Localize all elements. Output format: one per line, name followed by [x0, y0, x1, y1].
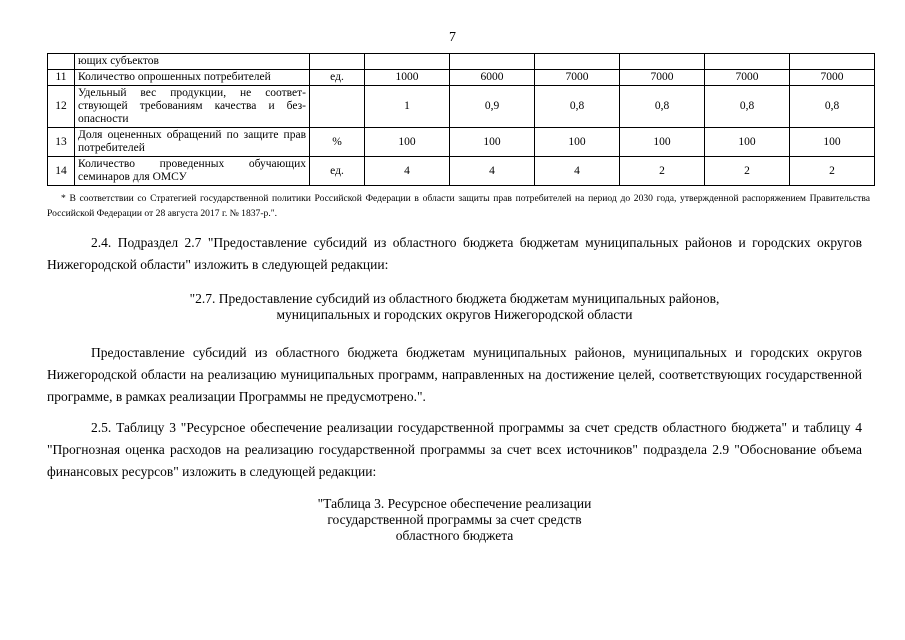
table-row: [48, 86, 875, 128]
value-cell: 0,9: [450, 86, 535, 128]
value-cell: 100: [705, 128, 790, 157]
row-number-cell: [48, 54, 75, 70]
value-cell: 7000: [620, 70, 705, 86]
value-cell: 0,8: [705, 86, 790, 128]
table-row: [48, 128, 875, 157]
value-cell: 0,8: [620, 86, 705, 128]
paragraph-2-4: 2.4. Подраздел 2.7 "Предоставление субсидий из областного бюджета бюджетам муниципальных районов и городских округов Нижегородской области" изложить в следующей редакции:: [47, 235, 862, 272]
table-row: [48, 54, 875, 70]
value-cell: 7000: [535, 70, 620, 86]
table-3-title-line3: областного бюджета: [395, 528, 514, 543]
unit-cell: ед.: [310, 70, 365, 86]
value-cell: 4: [450, 157, 535, 186]
indicators-table: [47, 53, 875, 186]
indicator-name-cell: Удельный вес продукции, не соответ-ствующей требованиям качества и без-опасности: [75, 86, 310, 128]
value-cell: [620, 54, 705, 70]
paragraph-2-5: 2.5. Таблицу 3 "Ресурсное обеспечение реализации государственной программы за счет средств областного бюджета" и таблицу 4 "Прогнозная оценка расходов на реализацию государственной программы за счет всех источников" подраздела 2.9 "Обоснование объема финансовых ресурсов" изложить в следующей редакции:: [47, 420, 862, 479]
unit-cell: ед.: [310, 157, 365, 186]
unit-cell: [310, 86, 365, 128]
paragraph-2-7-body: Предоставление субсидий из областного бюджета бюджетам муниципальных районов, муниципальных и городских округов Нижегородской области на реализацию муниципальных программ, направленных на достижение целей, соответствующих государственной программе, в рамках реализации Программы не предусмотрено.".: [47, 345, 862, 404]
value-cell: 6000: [450, 70, 535, 86]
table-row: [48, 157, 875, 186]
value-cell: [450, 54, 535, 70]
table-3-title: [47, 496, 862, 544]
value-cell: 4: [365, 157, 450, 186]
value-cell: 100: [450, 128, 535, 157]
footnote: * В соответствии со Стратегией государственной политики Российской Федерации в области защиты прав потребителей на период до 2030 года, утвержденной распоряжением Правительства Российской Федерации от 28 августа 2017 г. № 1837-р.".: [47, 193, 870, 219]
value-cell: 0,8: [535, 86, 620, 128]
table-3-title-line2: государственной программы за счет средств: [327, 512, 582, 527]
indicator-name-cell: Количество проведенных обучающих семинаров для ОМСУ: [75, 157, 310, 186]
value-cell: 1000: [365, 70, 450, 86]
value-cell: 2: [705, 157, 790, 186]
value-cell: [365, 54, 450, 70]
value-cell: 1: [365, 86, 450, 128]
value-cell: 4: [535, 157, 620, 186]
value-cell: 2: [790, 157, 875, 186]
section-2-7-heading: [47, 291, 862, 323]
indicator-name-cell: Доля оцененных обращений по защите прав потребителей: [75, 128, 310, 157]
value-cell: 100: [365, 128, 450, 157]
value-cell: 100: [790, 128, 875, 157]
value-cell: 7000: [790, 70, 875, 86]
value-cell: 0,8: [790, 86, 875, 128]
indicator-name-cell: Количество опрошенных потребителей: [75, 70, 310, 86]
row-number-cell: 13: [48, 128, 75, 157]
row-number-cell: 11: [48, 70, 75, 86]
value-cell: 100: [535, 128, 620, 157]
value-cell: [535, 54, 620, 70]
row-number-cell: 12: [48, 86, 75, 128]
section-2-7-heading-line2: муниципальных и городских округов Нижегородской области: [276, 307, 633, 322]
value-cell: [705, 54, 790, 70]
value-cell: 100: [620, 128, 705, 157]
table-3-title-line1: "Таблица 3. Ресурсное обеспечение реализации: [317, 496, 592, 511]
unit-cell: %: [310, 128, 365, 157]
table-row: [48, 70, 875, 86]
section-2-7-heading-line1: "2.7. Предоставление субсидий из областного бюджета бюджетам муниципальных районов,: [189, 291, 720, 306]
page-number: 7: [449, 30, 456, 45]
value-cell: [790, 54, 875, 70]
value-cell: 7000: [705, 70, 790, 86]
unit-cell: [310, 54, 365, 70]
indicator-name-cell: ющих субъектов: [75, 54, 310, 70]
value-cell: 2: [620, 157, 705, 186]
row-number-cell: 14: [48, 157, 75, 186]
